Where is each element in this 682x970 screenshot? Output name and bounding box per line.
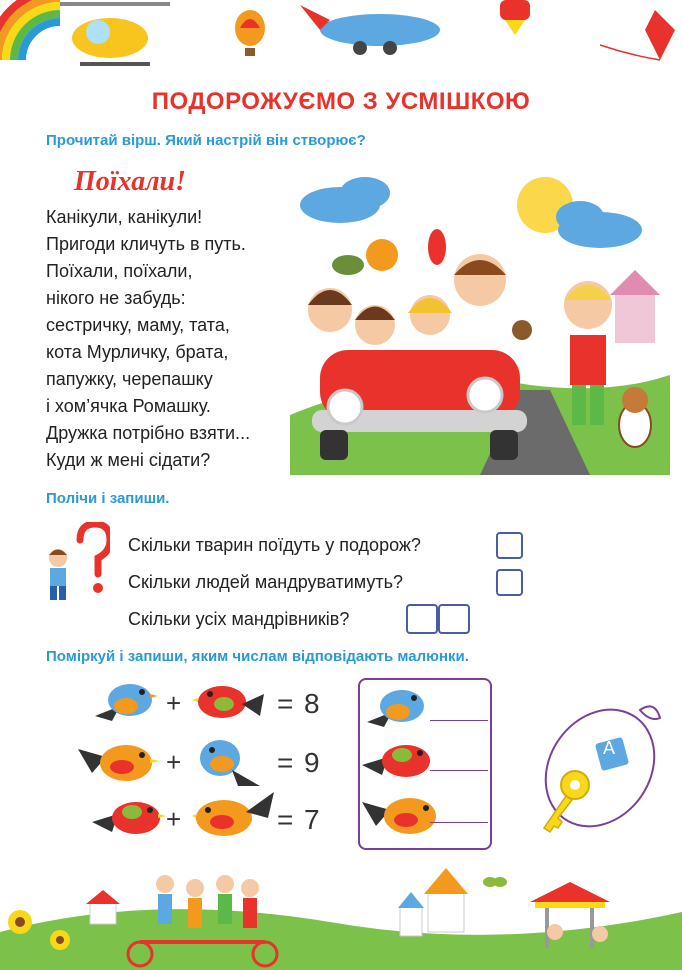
equals-sign: = bbox=[277, 747, 294, 778]
butterfly-icon bbox=[483, 877, 507, 887]
plus-sign: + bbox=[166, 688, 182, 718]
answer-line-orange-bird[interactable] bbox=[430, 822, 488, 823]
question-people: Скільки людей мандруватимуть? bbox=[128, 572, 403, 592]
task-instruction-2: Полічи і запиши. bbox=[46, 490, 170, 507]
poem-line: кота Мурличку, брата, bbox=[46, 342, 229, 362]
poem-line: і хом’ячка Ромашку. bbox=[46, 396, 211, 416]
task-instruction-3: Поміркуй і запиши, яким числам відповідають малюнки. bbox=[46, 648, 469, 665]
answer-box-units[interactable] bbox=[438, 604, 470, 634]
house-icon bbox=[610, 270, 660, 343]
question-boy-icon bbox=[40, 522, 110, 604]
blue-bird-icon bbox=[362, 682, 432, 732]
top-decoration bbox=[0, 0, 682, 80]
orange-bird-icon bbox=[362, 788, 447, 840]
cat-icon bbox=[366, 239, 398, 271]
rocket-icon bbox=[500, 0, 530, 35]
airplane-icon bbox=[300, 5, 440, 55]
hamster-icon bbox=[512, 320, 532, 340]
page-title: ПОДОРОЖУЄМО З УСМІШКОЮ bbox=[151, 88, 531, 115]
poem-line: Поїхали, поїхали, bbox=[46, 261, 193, 281]
equation-result-2: 9 bbox=[304, 747, 320, 778]
helicopter-icon bbox=[60, 2, 170, 66]
orange-bird-icon bbox=[192, 788, 277, 843]
red-bird-icon bbox=[362, 735, 437, 785]
poem-line: Дружка потрібно взяти... bbox=[46, 423, 251, 443]
question-travellers: Скільки усіх мандрівників? bbox=[128, 609, 350, 629]
castle-icon bbox=[398, 868, 468, 936]
house-icon bbox=[86, 890, 120, 924]
rainbow-icon bbox=[0, 0, 60, 60]
task-instruction-1: Прочитай вірш. Який настрій він створює? bbox=[46, 132, 366, 149]
poem-line: Канікули, канікули! bbox=[46, 207, 203, 227]
answer-box-tens[interactable] bbox=[406, 604, 438, 634]
red-bird-icon bbox=[92, 792, 167, 842]
orange-bird-icon bbox=[78, 735, 163, 787]
equals-sign: = bbox=[277, 804, 294, 835]
poem-line: нікого не забудь: bbox=[46, 288, 186, 308]
answer-line-blue-bird[interactable] bbox=[430, 720, 488, 721]
blue-bird-icon bbox=[192, 730, 262, 790]
equation-result-1: 8 bbox=[304, 688, 320, 719]
plus-sign: + bbox=[166, 804, 182, 834]
answer-line-red-bird[interactable] bbox=[430, 770, 488, 771]
equation-result-3: 7 bbox=[304, 804, 320, 835]
poem-line: папужку, черепашку bbox=[46, 369, 213, 389]
turtle-icon bbox=[332, 255, 364, 275]
family-car-illustration bbox=[290, 175, 670, 475]
question-animals: Скільки тварин поїдуть у подорож? bbox=[128, 535, 421, 555]
blue-bird-icon bbox=[90, 676, 160, 726]
key-tag-letter: А bbox=[603, 738, 616, 758]
poem-text bbox=[46, 204, 250, 474]
poem-title: Поїхали! bbox=[74, 166, 187, 197]
dog-icon bbox=[619, 387, 651, 447]
parrot-icon bbox=[428, 229, 446, 265]
cloud-icon bbox=[300, 177, 642, 248]
red-bird-icon bbox=[192, 676, 267, 726]
poem-line: Пригоди кличуть в путь. bbox=[46, 234, 246, 254]
kite-icon bbox=[600, 10, 675, 60]
plus-sign: + bbox=[166, 747, 182, 777]
poem-line: сестричку, маму, тата, bbox=[46, 315, 230, 335]
equals-sign: = bbox=[277, 688, 294, 719]
bottom-decoration bbox=[0, 862, 682, 970]
balloon-icon bbox=[235, 10, 265, 56]
poem-line: Куди ж мені сідати? bbox=[46, 450, 211, 470]
answer-box-animals[interactable] bbox=[496, 532, 523, 559]
answer-box-people[interactable] bbox=[496, 569, 523, 596]
key-icon bbox=[530, 690, 670, 840]
